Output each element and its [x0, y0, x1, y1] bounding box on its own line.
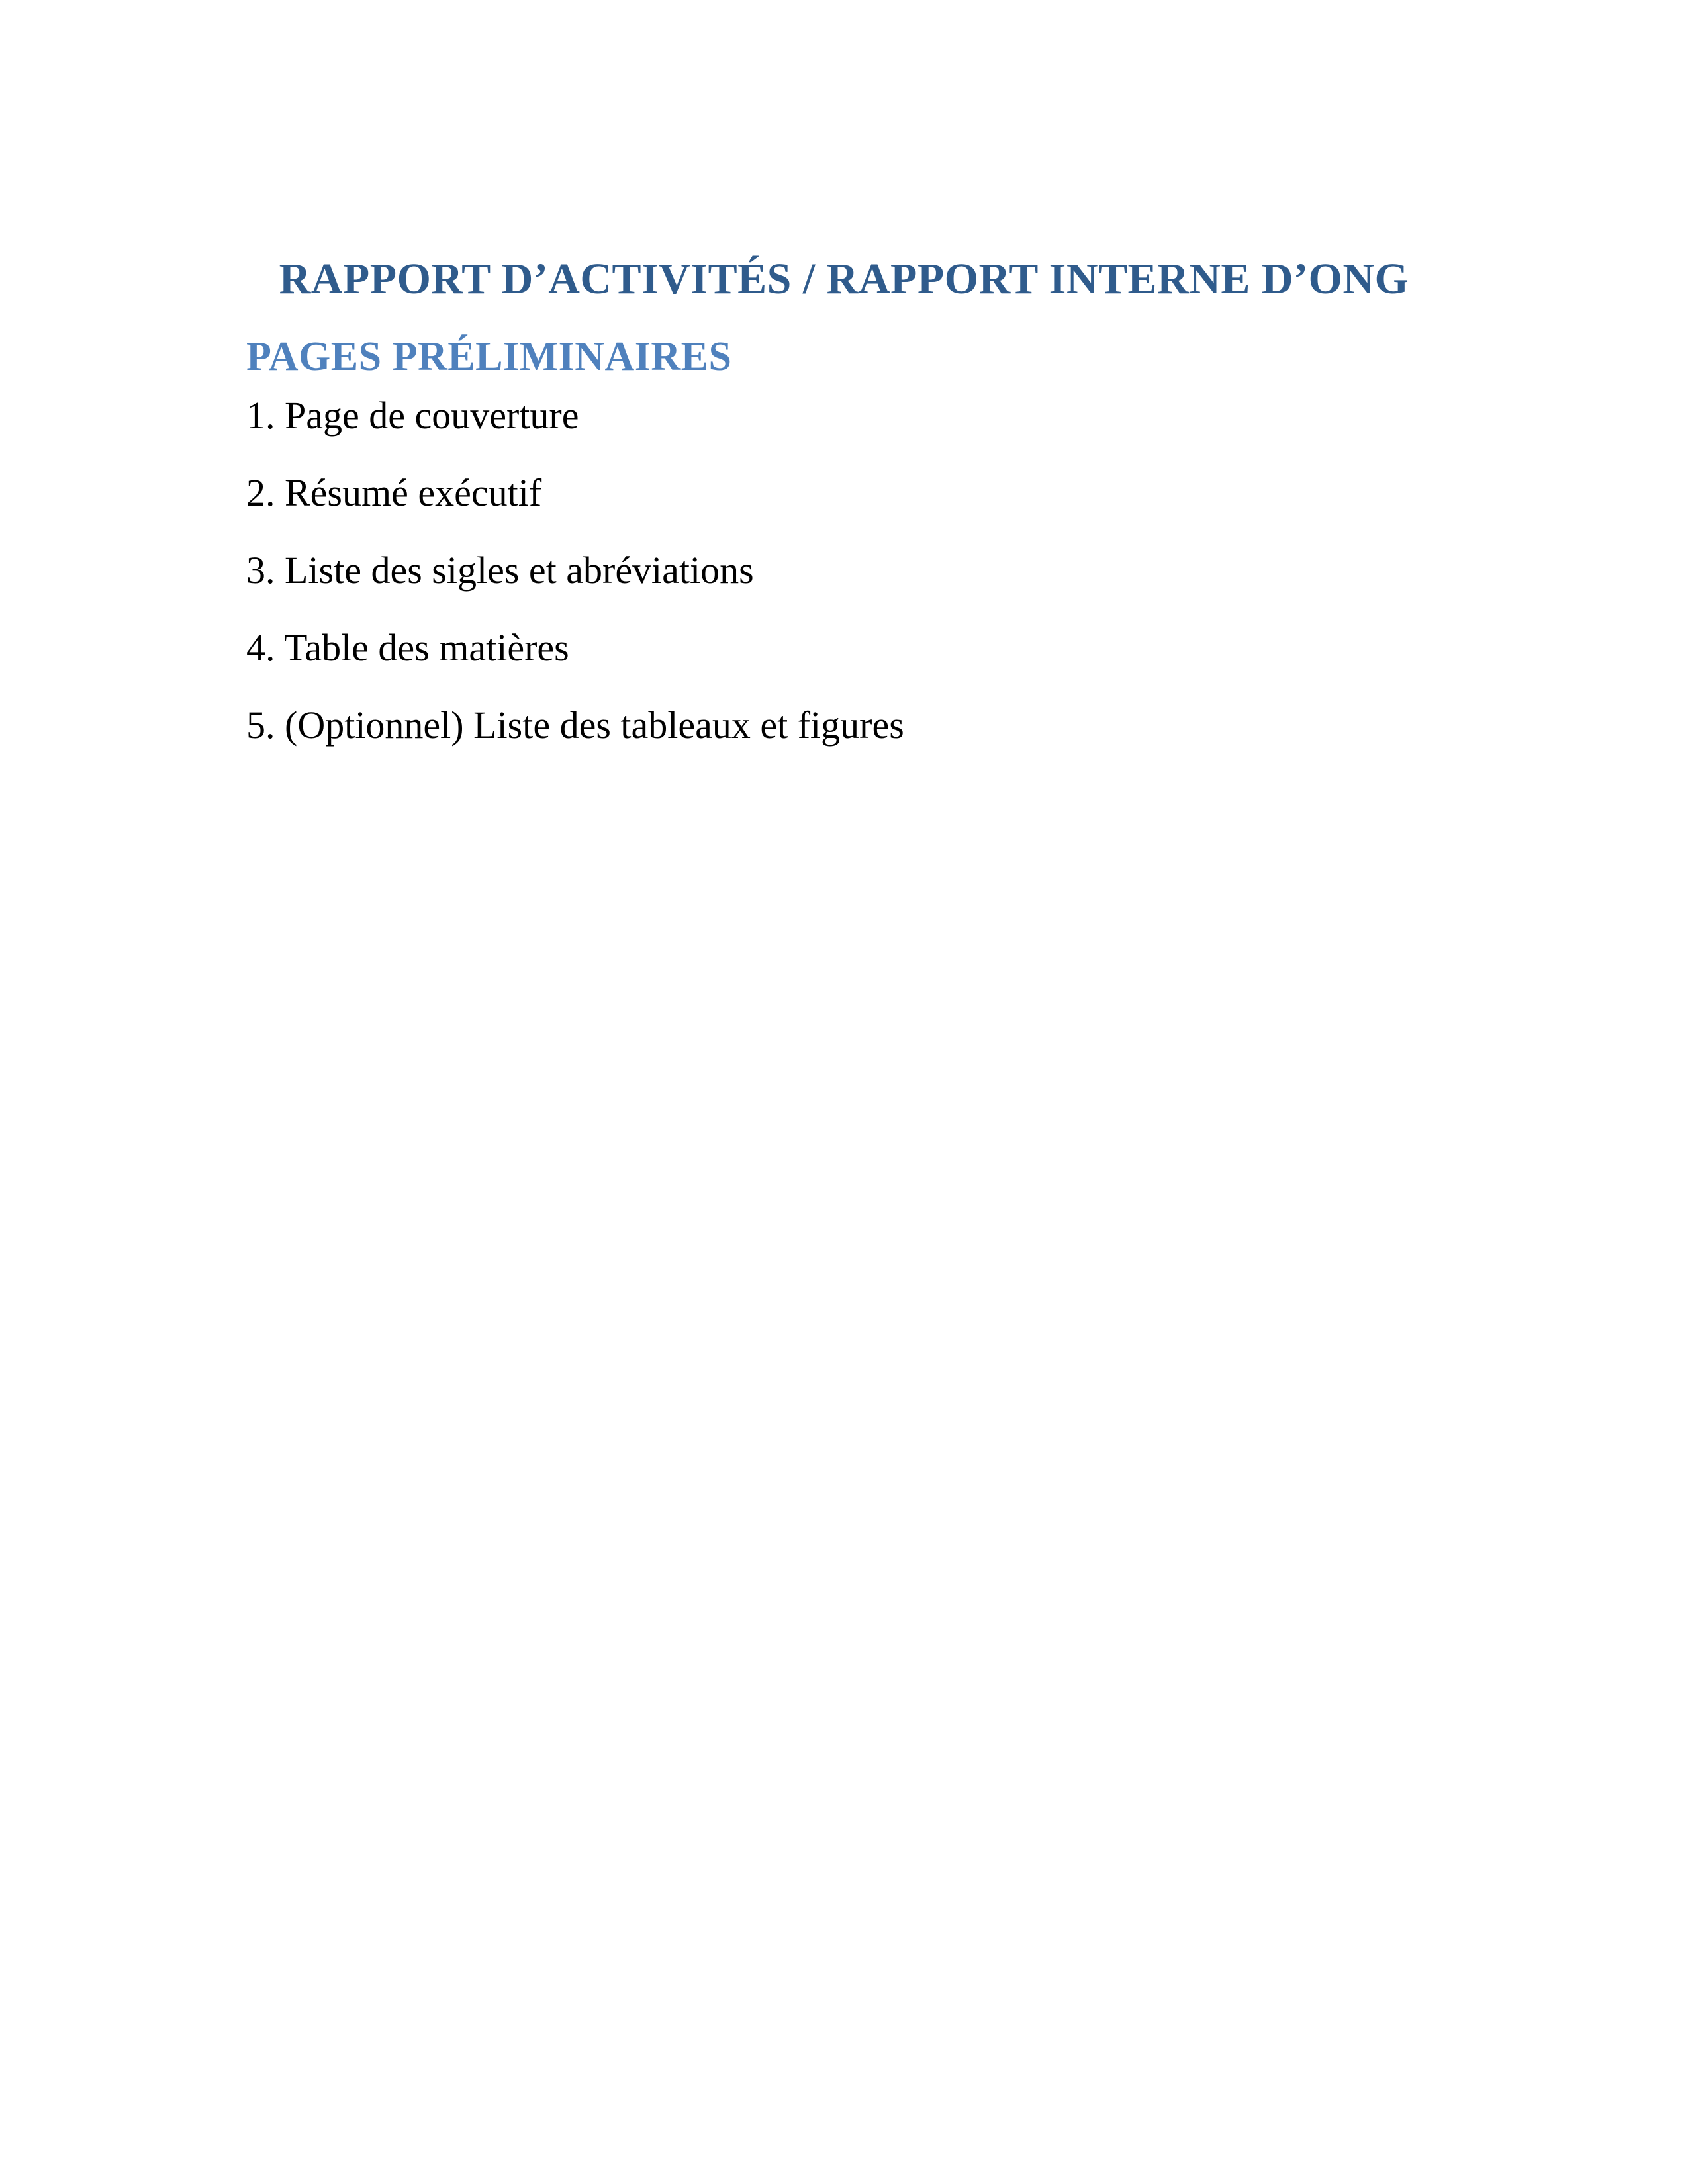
list-item-resume-executif: 2. Résumé exécutif — [246, 471, 542, 514]
list-item-sigles-abreviations: 3. Liste des sigles et abréviations — [246, 549, 754, 592]
section-heading-pages-preliminaires: PAGES PRÉLIMINAIRES — [246, 334, 732, 379]
list-item-liste-tableaux-figures: 5. (Optionnel) Liste des tableaux et figures — [246, 704, 904, 747]
list-item-table-des-matieres: 4. Table des matières — [246, 626, 569, 669]
list-item-page-de-couverture: 1. Page de couverture — [246, 394, 579, 437]
preliminary-pages-list — [246, 394, 1489, 781]
document-title: RAPPORT D’ACTIVITÉS / RAPPORT INTERNE D’ONG — [279, 255, 1409, 303]
